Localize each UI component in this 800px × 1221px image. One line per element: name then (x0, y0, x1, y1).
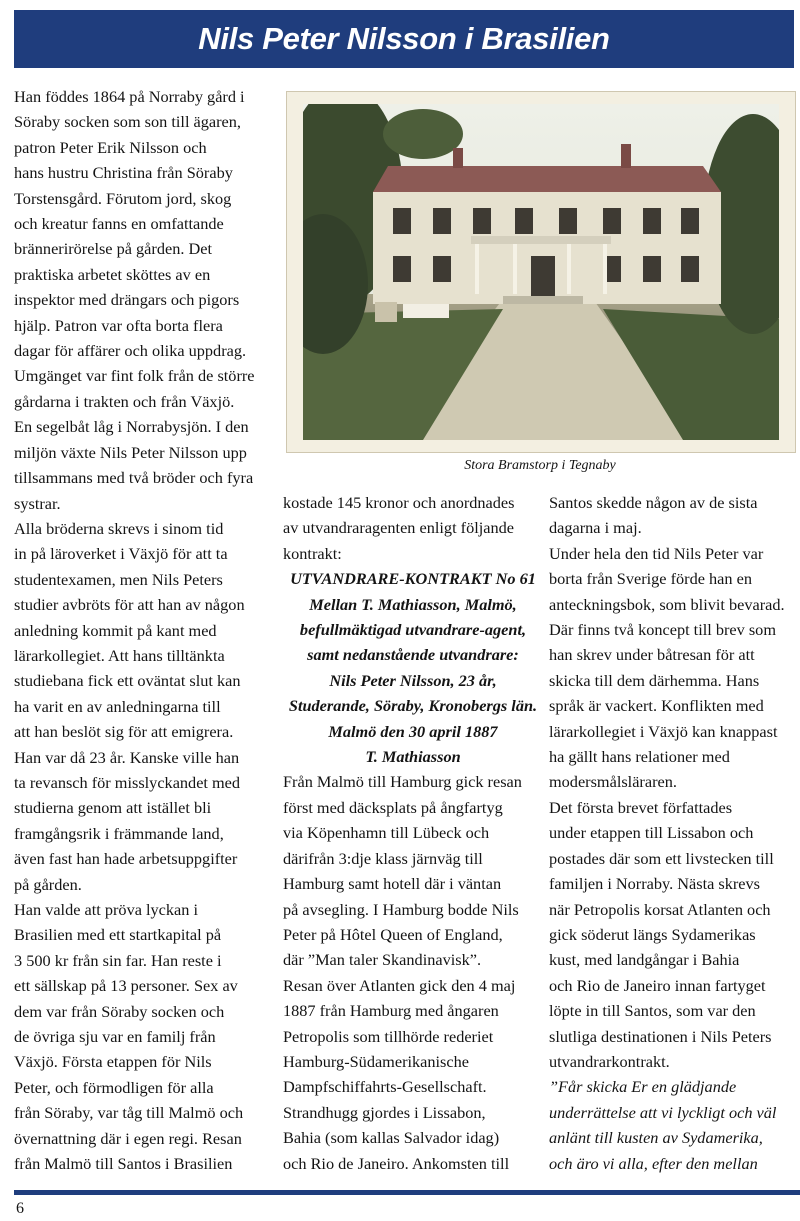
text-line: ”Får skicka Er en glädjande (549, 1077, 737, 1097)
text-line: från Malmö till Santos i Brasilien (14, 1154, 233, 1174)
text-line: han skrev under båtresan för att (549, 645, 755, 665)
text-line: postades där som ett livstecken till (549, 848, 774, 868)
text-line: anteckningsbok, som blivit bevarad. (549, 594, 785, 614)
text-line: skicka till dem därhemma. Hans (549, 670, 760, 690)
text-line: dem var från Söraby socken och (14, 1001, 225, 1021)
text-line: Peter, och förmodligen för alla (14, 1077, 214, 1097)
text-line: kostade 145 kronor och anordnades (283, 493, 515, 512)
text-line: praktiska arbetet sköttes av en (14, 264, 211, 284)
text-line: 3 500 kr från sin far. Han reste i (14, 950, 222, 970)
text-line: anlänt till kusten av Sydamerika, (549, 1128, 763, 1148)
column-2-body (283, 769, 543, 1176)
text-line: Söraby socken som son till ägaren, (14, 112, 241, 132)
column-1 (14, 84, 270, 1176)
text-line: och Rio de Janeiro. Ankomsten till (283, 1153, 510, 1173)
text-line: lärarkollegiet i Växjö kan knappast (549, 721, 778, 741)
text-line: Petropolis som tillhörde rederiet (283, 1026, 494, 1046)
letter-quote (549, 1074, 799, 1176)
text-line: Han föddes 1864 på Norraby gård i (14, 87, 245, 106)
text-line: borta från Sverige förde han en (549, 569, 752, 589)
text-line: familjen i Norraby. Nästa skrevs (549, 874, 760, 894)
text-line: där ”Man taler Skandinavisk”. (283, 950, 482, 970)
text-line: systrar. (14, 493, 61, 513)
column-2-intro (283, 490, 543, 566)
text-line: Brasilien med ett startkapital på (14, 925, 222, 945)
text-line: ha gällt hans relationer med (549, 747, 730, 767)
text-line: och Rio de Janeiro innan fartyget (549, 975, 766, 995)
text-line: framgångsrik i främmande land, (14, 823, 224, 843)
text-line: Han var då 23 år. Kanske ville han (14, 747, 240, 767)
text-line: från Söraby, var tåg till Malmö och (14, 1103, 244, 1123)
text-line: när Petropolis korsat Atlanten och (549, 899, 771, 919)
text-line: på avsegling. I Hamburg bodde Nils (283, 899, 519, 919)
photo-caption: Stora Bramstorp i Tegnaby (464, 458, 616, 473)
title-banner (14, 10, 794, 68)
text-line: samt nedanstående utvandrare: (307, 645, 519, 665)
column-2 (283, 490, 543, 1176)
text-line: Nils Peter Nilsson, 23 år, (329, 670, 497, 690)
column-3-body (549, 490, 799, 1074)
text-line: och äro vi alla, efter den mellan (549, 1153, 758, 1173)
photo-stora-bramstorp (286, 91, 796, 453)
text-line: studentexamen, men Nils Peters (14, 569, 223, 589)
text-line: via Köpenhamn till Lübeck och (283, 823, 490, 843)
text-line: först med däcksplats på ångfartyg (283, 797, 503, 817)
text-line: Studerande, Söraby, Kronobergs län. (288, 696, 538, 716)
text-line: på gården. (14, 874, 82, 894)
bottom-rule (14, 1190, 800, 1195)
text-line: T. Mathiasson (365, 747, 461, 767)
text-line: Han valde att pröva lyckan i (14, 900, 198, 919)
text-line: Under hela den tid Nils Peter var (549, 543, 764, 563)
text-line: modersmålsläraren. (549, 772, 677, 792)
text-line: Strandhugg gjordes i Lissabon, (283, 1102, 486, 1122)
text-line: miljön växte Nils Peter Nilsson upp (14, 442, 247, 462)
text-line: studierna genom att istället bli (14, 798, 212, 818)
text-line: studier avbröts för att han av någon (14, 595, 245, 615)
text-line: slutliga destinationen i Nils Peters (549, 1026, 772, 1046)
text-line: Peter på Hôtel Queen of England, (283, 924, 503, 944)
text-line: dagarna i maj. (549, 518, 642, 538)
text-line: ett sällskap på 13 personer. Sex av (14, 976, 238, 996)
text-line: Hamburg samt hotell där i väntan (283, 874, 502, 894)
text-line: Det första brevet författades (549, 797, 733, 817)
text-line: Bahia (som kallas Salvador idag) (283, 1128, 500, 1148)
text-line: anledning kommit på kant med (14, 620, 217, 640)
text-line: Hamburg-Südamerikanische (283, 1051, 469, 1071)
text-line: löpte in till Santos, som var den (549, 1001, 756, 1021)
text-line: in på läroverket i Växjö för att ta (14, 544, 228, 564)
text-line: språk är vackert. Konflikten med (549, 696, 764, 716)
contract-block (283, 566, 543, 769)
text-line: underrättelse att vi lyckligt och väl (549, 1102, 777, 1122)
text-line: Växjö. Första etappen för Nils (14, 1052, 212, 1072)
column-3 (549, 490, 799, 1176)
text-line: ha varit en av anledningarna till (14, 696, 221, 716)
text-line: hjälp. Patron var ofta borta flera (14, 315, 223, 335)
text-line: och kreatur fanns en omfattande (14, 214, 224, 234)
manor-house-photo (303, 104, 779, 440)
text-line: Umgänget var fint folk från de större (14, 366, 255, 386)
text-line: Dampfschiffahrts-Gesellschaft. (283, 1077, 487, 1097)
text-line: kust, med landgångar i Bahia (549, 950, 740, 970)
text-line: av utvandraragenten enligt följande (283, 518, 515, 538)
text-line: gick söderut längs Sydamerikas (549, 924, 756, 944)
text-line: Santos skedde någon av de sista (549, 493, 758, 512)
text-line: lärarkollegiet. Att hans tilltänkta (14, 645, 225, 665)
text-line: Alla bröderna skrevs i sinom tid (14, 518, 224, 538)
text-line: under etappen till Lissabon och (549, 823, 754, 843)
text-line: Malmö den 30 april 1887 (328, 721, 498, 741)
text-line: kontrakt: (283, 543, 342, 563)
text-line: Från Malmö till Hamburg gick resan (283, 772, 522, 792)
text-line: Där finns två koncept till brev som (549, 620, 776, 640)
text-line: 1887 från Hamburg med ångaren (283, 1001, 499, 1021)
text-line: dagar för affärer och olika uppdrag. (14, 341, 247, 361)
text-line: utvandrarkontrakt. (549, 1051, 670, 1071)
text-line: att han beslöt sig för att emigrera. (14, 722, 234, 742)
text-line: brännerirörelse på gården. Det (14, 239, 212, 259)
text-line: hans hustru Christina från Söraby (14, 163, 233, 183)
text-line: UTVANDRARE-KONTRAKT No 61 (290, 569, 536, 589)
text-line: även fast han hade arbetsuppgifter (14, 849, 238, 869)
text-line: inspektor med drängars och pigors (14, 290, 240, 310)
text-line: därifrån 3:dje klass järnväg till (283, 848, 483, 868)
page-number: 6 (16, 1200, 24, 1217)
article-title: Nils Peter Nilsson i Brasilien (198, 21, 610, 56)
text-line: studiebana fick ett oväntat slut kan (14, 671, 241, 691)
text-line: Torstensgård. Förutom jord, skog (14, 188, 232, 208)
text-line: En segelbåt låg i Norrabysjön. I den (14, 417, 249, 437)
text-line: patron Peter Erik Nilsson och (14, 137, 207, 157)
text-line: Resan över Atlanten gick den 4 maj (283, 975, 516, 995)
text-line: ta revansch för misslyckandet med (14, 772, 241, 792)
text-line: befullmäktigad utvandrare-agent, (299, 620, 527, 640)
text-line: tillsammans med två bröder och fyra (14, 468, 254, 488)
text-line: gårdarna i trakten och från Växjö. (14, 391, 235, 411)
text-line: Mellan T. Mathiasson, Malmö, (309, 594, 517, 614)
text-line: övernattning där i egen regi. Resan (14, 1128, 242, 1148)
text-line: de övriga sju var en familj från (14, 1027, 216, 1047)
column-1-text (14, 84, 270, 1176)
